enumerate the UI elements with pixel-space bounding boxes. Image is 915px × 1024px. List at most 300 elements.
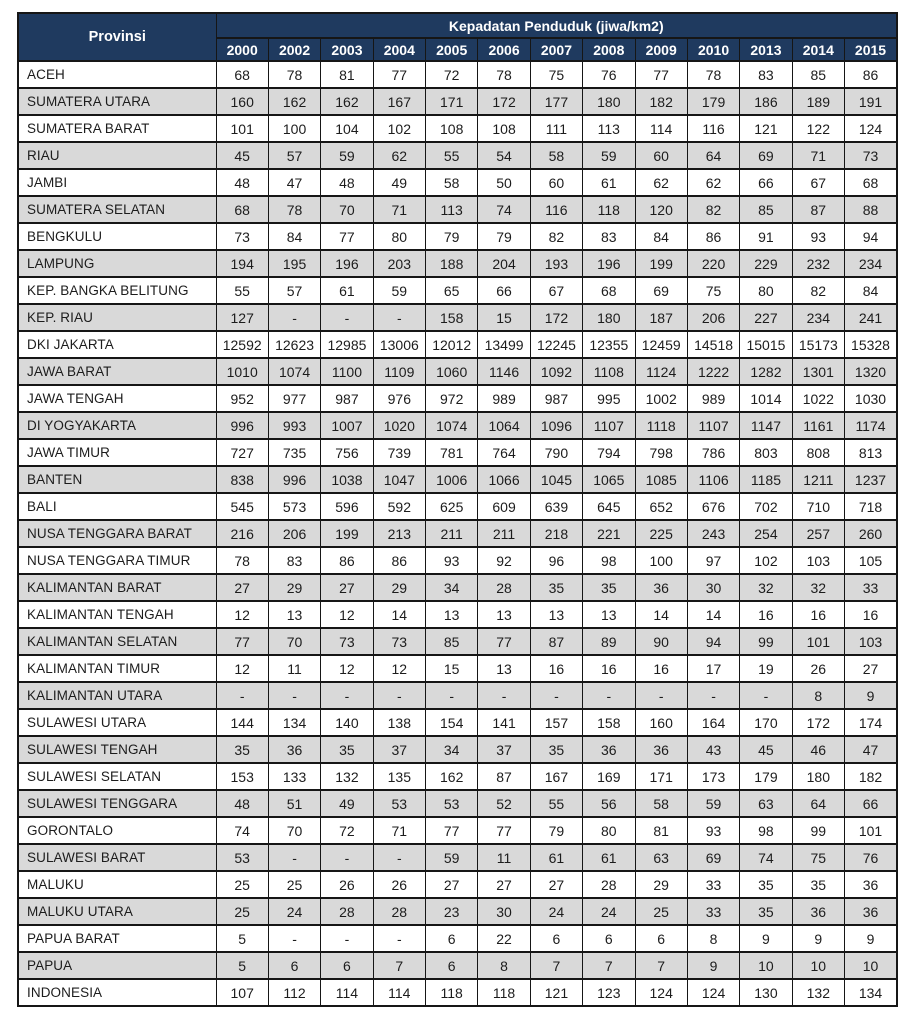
value-cell: 179 (687, 88, 739, 115)
value-cell: 16 (740, 601, 792, 628)
value-cell: 111 (530, 115, 582, 142)
value-cell: 645 (583, 493, 635, 520)
value-cell: 93 (687, 817, 739, 844)
value-cell: 69 (740, 142, 792, 169)
value-cell: - (530, 682, 582, 709)
value-cell: 794 (583, 439, 635, 466)
value-cell: 77 (216, 628, 268, 655)
value-cell: 1174 (845, 412, 898, 439)
value-cell: 47 (268, 169, 320, 196)
value-cell: 28 (583, 871, 635, 898)
value-cell: 1301 (792, 358, 844, 385)
province-cell: JAWA TIMUR (18, 439, 216, 466)
value-cell: 77 (478, 628, 530, 655)
value-cell: 70 (321, 196, 373, 223)
value-cell: 75 (792, 844, 844, 871)
value-cell: 61 (321, 277, 373, 304)
value-cell: 169 (583, 763, 635, 790)
value-cell: 77 (635, 61, 687, 88)
table-row (18, 898, 897, 925)
value-cell: 13 (530, 601, 582, 628)
value-cell: 116 (687, 115, 739, 142)
value-cell: 592 (373, 493, 425, 520)
value-cell: 790 (530, 439, 582, 466)
value-cell: 51 (268, 790, 320, 817)
value-cell: 188 (426, 250, 478, 277)
value-cell: 28 (321, 898, 373, 925)
value-cell: 85 (426, 628, 478, 655)
value-cell: 7 (530, 952, 582, 979)
value-cell: 73 (373, 628, 425, 655)
value-cell: 89 (583, 628, 635, 655)
value-cell: 952 (216, 385, 268, 412)
value-cell: - (321, 682, 373, 709)
province-cell: DKI JAKARTA (18, 331, 216, 358)
value-cell: 25 (216, 898, 268, 925)
value-cell: 36 (845, 871, 898, 898)
value-cell: 99 (792, 817, 844, 844)
value-cell: 103 (792, 547, 844, 574)
value-cell: 1320 (845, 358, 898, 385)
value-cell: 652 (635, 493, 687, 520)
value-cell: 739 (373, 439, 425, 466)
value-cell: 171 (635, 763, 687, 790)
value-cell: - (321, 304, 373, 331)
value-cell: 30 (687, 574, 739, 601)
value-cell: 1047 (373, 466, 425, 493)
value-cell: 71 (373, 196, 425, 223)
value-cell: 32 (740, 574, 792, 601)
value-cell: 33 (845, 574, 898, 601)
value-cell: 93 (426, 547, 478, 574)
value-cell: 12985 (321, 331, 373, 358)
value-cell: 160 (635, 709, 687, 736)
value-cell: 61 (583, 844, 635, 871)
value-cell: 37 (373, 736, 425, 763)
value-cell: 989 (478, 385, 530, 412)
value-cell: 53 (426, 790, 478, 817)
table-row (18, 817, 897, 844)
value-cell: 114 (373, 979, 425, 1006)
value-cell: 130 (740, 979, 792, 1006)
value-cell: 193 (530, 250, 582, 277)
table-row (18, 979, 897, 1006)
value-cell: 83 (740, 61, 792, 88)
province-cell: INDONESIA (18, 979, 216, 1006)
value-cell: 1108 (583, 358, 635, 385)
value-cell: 78 (687, 61, 739, 88)
value-cell: 164 (687, 709, 739, 736)
value-cell: 996 (268, 466, 320, 493)
province-cell: KALIMANTAN SELATAN (18, 628, 216, 655)
value-cell: 124 (687, 979, 739, 1006)
value-cell: 196 (321, 250, 373, 277)
value-cell: 1222 (687, 358, 739, 385)
value-cell: 1020 (373, 412, 425, 439)
value-cell: 9 (792, 925, 844, 952)
value-cell: - (635, 682, 687, 709)
value-cell: 1106 (687, 466, 739, 493)
value-cell: 16 (845, 601, 898, 628)
value-cell: 24 (268, 898, 320, 925)
value-cell: 66 (478, 277, 530, 304)
value-cell: 124 (635, 979, 687, 1006)
value-cell: 257 (792, 520, 844, 547)
value-cell: 7 (583, 952, 635, 979)
value-cell: 79 (530, 817, 582, 844)
value-cell: 173 (687, 763, 739, 790)
value-cell: 227 (740, 304, 792, 331)
value-cell: 189 (792, 88, 844, 115)
value-cell: 56 (583, 790, 635, 817)
value-cell: 194 (216, 250, 268, 277)
value-cell: 34 (426, 736, 478, 763)
value-cell: 87 (478, 763, 530, 790)
value-cell: 987 (530, 385, 582, 412)
value-cell: 36 (268, 736, 320, 763)
value-cell: 12 (216, 601, 268, 628)
value-cell: 140 (321, 709, 373, 736)
value-cell: 27 (426, 871, 478, 898)
value-cell: 28 (478, 574, 530, 601)
value-cell: 45 (216, 142, 268, 169)
value-cell: 12355 (583, 331, 635, 358)
table-row (18, 655, 897, 682)
value-cell: - (373, 682, 425, 709)
value-cell: 49 (373, 169, 425, 196)
value-cell: 78 (268, 196, 320, 223)
value-cell: 116 (530, 196, 582, 223)
value-cell: 62 (635, 169, 687, 196)
value-cell: 118 (583, 196, 635, 223)
value-cell: 84 (845, 277, 898, 304)
value-cell: 144 (216, 709, 268, 736)
value-cell: 81 (635, 817, 687, 844)
value-cell: 996 (216, 412, 268, 439)
value-cell: - (583, 682, 635, 709)
year-column-header: 2010 (687, 38, 739, 61)
value-cell: - (478, 682, 530, 709)
value-cell: 59 (426, 844, 478, 871)
value-cell: 121 (530, 979, 582, 1006)
value-cell: 36 (845, 898, 898, 925)
value-cell: 121 (740, 115, 792, 142)
value-cell: 5 (216, 925, 268, 952)
value-cell: 24 (583, 898, 635, 925)
value-cell: 157 (530, 709, 582, 736)
value-cell: 182 (845, 763, 898, 790)
value-cell: 123 (583, 979, 635, 1006)
table-row (18, 61, 897, 88)
province-cell: SULAWESI BARAT (18, 844, 216, 871)
value-cell: 55 (216, 277, 268, 304)
value-cell: 71 (792, 142, 844, 169)
value-cell: - (373, 925, 425, 952)
table-row (18, 952, 897, 979)
value-cell: 1185 (740, 466, 792, 493)
value-cell: 15 (426, 655, 478, 682)
value-cell: 609 (478, 493, 530, 520)
value-cell: 12245 (530, 331, 582, 358)
value-cell: 114 (635, 115, 687, 142)
value-cell: 180 (792, 763, 844, 790)
value-cell: - (268, 925, 320, 952)
value-cell: 86 (373, 547, 425, 574)
table-row (18, 277, 897, 304)
value-cell: 676 (687, 493, 739, 520)
province-cell: DI YOGYAKARTA (18, 412, 216, 439)
province-cell: KALIMANTAN TIMUR (18, 655, 216, 682)
value-cell: 82 (792, 277, 844, 304)
value-cell: 213 (373, 520, 425, 547)
value-cell: 64 (687, 142, 739, 169)
year-column-header: 2007 (530, 38, 582, 61)
value-cell: 179 (740, 763, 792, 790)
value-cell: 16 (792, 601, 844, 628)
value-cell: 1161 (792, 412, 844, 439)
province-cell: BENGKULU (18, 223, 216, 250)
value-cell: 108 (426, 115, 478, 142)
value-cell: - (321, 925, 373, 952)
value-cell: 69 (635, 277, 687, 304)
table-row (18, 223, 897, 250)
value-cell: 36 (635, 736, 687, 763)
value-cell: 153 (216, 763, 268, 790)
table-header (18, 13, 897, 61)
value-cell: 12 (321, 655, 373, 682)
table-row (18, 871, 897, 898)
value-cell: 82 (687, 196, 739, 223)
value-cell: 1237 (845, 466, 898, 493)
value-cell: 1064 (478, 412, 530, 439)
value-cell: 9 (845, 682, 898, 709)
value-cell: 10 (792, 952, 844, 979)
value-cell: 218 (530, 520, 582, 547)
value-cell: 27 (321, 574, 373, 601)
value-cell: 104 (321, 115, 373, 142)
value-cell: 1118 (635, 412, 687, 439)
year-column-header: 2009 (635, 38, 687, 61)
value-cell: 35 (740, 898, 792, 925)
value-cell: 87 (530, 628, 582, 655)
value-cell: 596 (321, 493, 373, 520)
province-cell: BALI (18, 493, 216, 520)
value-cell: 9 (845, 925, 898, 952)
value-cell: 92 (478, 547, 530, 574)
value-cell: 639 (530, 493, 582, 520)
value-cell: 48 (216, 790, 268, 817)
value-cell: 63 (740, 790, 792, 817)
value-cell: 105 (845, 547, 898, 574)
table-row (18, 304, 897, 331)
value-cell: 60 (635, 142, 687, 169)
value-cell: 26 (373, 871, 425, 898)
value-cell: 76 (583, 61, 635, 88)
value-cell: - (687, 682, 739, 709)
value-cell: 101 (845, 817, 898, 844)
value-cell: 1074 (268, 358, 320, 385)
value-cell: 27 (845, 655, 898, 682)
value-cell: - (373, 844, 425, 871)
value-cell: 199 (635, 250, 687, 277)
table-row (18, 844, 897, 871)
province-cell: ACEH (18, 61, 216, 88)
value-cell: 29 (268, 574, 320, 601)
value-cell: 12592 (216, 331, 268, 358)
value-cell: 49 (321, 790, 373, 817)
value-cell: 68 (583, 277, 635, 304)
value-cell: 85 (792, 61, 844, 88)
value-cell: 976 (373, 385, 425, 412)
province-cell: KEP. BANGKA BELITUNG (18, 277, 216, 304)
value-cell: 182 (635, 88, 687, 115)
value-cell: 14518 (687, 331, 739, 358)
value-cell: 6 (530, 925, 582, 952)
value-cell: 80 (740, 277, 792, 304)
value-cell: - (426, 682, 478, 709)
table-row (18, 601, 897, 628)
value-cell: 59 (373, 277, 425, 304)
value-cell: 27 (478, 871, 530, 898)
value-cell: 972 (426, 385, 478, 412)
value-cell: 83 (268, 547, 320, 574)
value-cell: 211 (478, 520, 530, 547)
value-cell: 62 (687, 169, 739, 196)
value-cell: 98 (583, 547, 635, 574)
value-cell: 13 (478, 655, 530, 682)
group-header-row (18, 13, 897, 38)
value-cell: 127 (216, 304, 268, 331)
value-cell: 764 (478, 439, 530, 466)
value-cell: 118 (478, 979, 530, 1006)
value-cell: 180 (583, 88, 635, 115)
value-cell: 77 (426, 817, 478, 844)
table-row (18, 628, 897, 655)
value-cell: 24 (530, 898, 582, 925)
value-cell: 103 (845, 628, 898, 655)
value-cell: 1107 (583, 412, 635, 439)
value-cell: 98 (740, 817, 792, 844)
value-cell: 15173 (792, 331, 844, 358)
year-column-header: 2004 (373, 38, 425, 61)
population-density-table (17, 12, 898, 1007)
value-cell: 12459 (635, 331, 687, 358)
value-cell: 16 (583, 655, 635, 682)
value-cell: 25 (635, 898, 687, 925)
value-cell: 187 (635, 304, 687, 331)
value-cell: 14 (687, 601, 739, 628)
value-cell: 15328 (845, 331, 898, 358)
value-cell: 73 (321, 628, 373, 655)
value-cell: 30 (478, 898, 530, 925)
value-cell: 1074 (426, 412, 478, 439)
value-cell: 7 (373, 952, 425, 979)
province-cell: GORONTALO (18, 817, 216, 844)
value-cell: 74 (478, 196, 530, 223)
value-cell: 73 (845, 142, 898, 169)
value-cell: 1100 (321, 358, 373, 385)
value-cell: 93 (792, 223, 844, 250)
value-cell: 32 (792, 574, 844, 601)
value-cell: 756 (321, 439, 373, 466)
value-cell: 12623 (268, 331, 320, 358)
value-cell: 64 (792, 790, 844, 817)
province-cell: NUSA TENGGARA TIMUR (18, 547, 216, 574)
value-cell: 134 (845, 979, 898, 1006)
province-cell: SUMATERA BARAT (18, 115, 216, 142)
value-cell: 94 (845, 223, 898, 250)
value-cell: 16 (530, 655, 582, 682)
value-cell: 1002 (635, 385, 687, 412)
value-cell: 112 (268, 979, 320, 1006)
value-cell: 234 (792, 304, 844, 331)
value-cell: 77 (321, 223, 373, 250)
value-cell: 204 (478, 250, 530, 277)
value-cell: 113 (583, 115, 635, 142)
value-cell: 102 (373, 115, 425, 142)
value-cell: 29 (373, 574, 425, 601)
value-cell: 199 (321, 520, 373, 547)
province-cell: SUMATERA UTARA (18, 88, 216, 115)
value-cell: 36 (792, 898, 844, 925)
value-cell: 100 (268, 115, 320, 142)
value-cell: 11 (478, 844, 530, 871)
value-cell: 22 (478, 925, 530, 952)
value-cell: 81 (321, 61, 373, 88)
value-cell: - (373, 304, 425, 331)
value-cell: 241 (845, 304, 898, 331)
value-cell: 1096 (530, 412, 582, 439)
table-row (18, 493, 897, 520)
value-cell: 8 (792, 682, 844, 709)
value-cell: 70 (268, 628, 320, 655)
value-cell: 158 (426, 304, 478, 331)
value-cell: 100 (635, 547, 687, 574)
value-cell: 10 (845, 952, 898, 979)
value-cell: 86 (687, 223, 739, 250)
value-cell: 9 (740, 925, 792, 952)
value-cell: 77 (478, 817, 530, 844)
value-cell: 23 (426, 898, 478, 925)
value-cell: 133 (268, 763, 320, 790)
value-cell: 72 (321, 817, 373, 844)
value-cell: 12 (373, 655, 425, 682)
value-cell: 53 (216, 844, 268, 871)
province-cell: LAMPUNG (18, 250, 216, 277)
value-cell: 13006 (373, 331, 425, 358)
value-cell: 124 (845, 115, 898, 142)
value-cell: 162 (321, 88, 373, 115)
value-cell: 838 (216, 466, 268, 493)
value-cell: 86 (321, 547, 373, 574)
value-cell: 74 (740, 844, 792, 871)
value-cell: 172 (792, 709, 844, 736)
value-cell: 47 (845, 736, 898, 763)
table-row (18, 763, 897, 790)
value-cell: 15015 (740, 331, 792, 358)
table-row (18, 358, 897, 385)
value-cell: 12 (216, 655, 268, 682)
value-cell: 29 (635, 871, 687, 898)
value-cell: 61 (530, 844, 582, 871)
value-cell: 13 (268, 601, 320, 628)
province-cell: KALIMANTAN BARAT (18, 574, 216, 601)
value-cell: 1065 (583, 466, 635, 493)
year-column-header: 2013 (740, 38, 792, 61)
value-cell: 154 (426, 709, 478, 736)
value-cell: 48 (321, 169, 373, 196)
value-cell: - (268, 304, 320, 331)
